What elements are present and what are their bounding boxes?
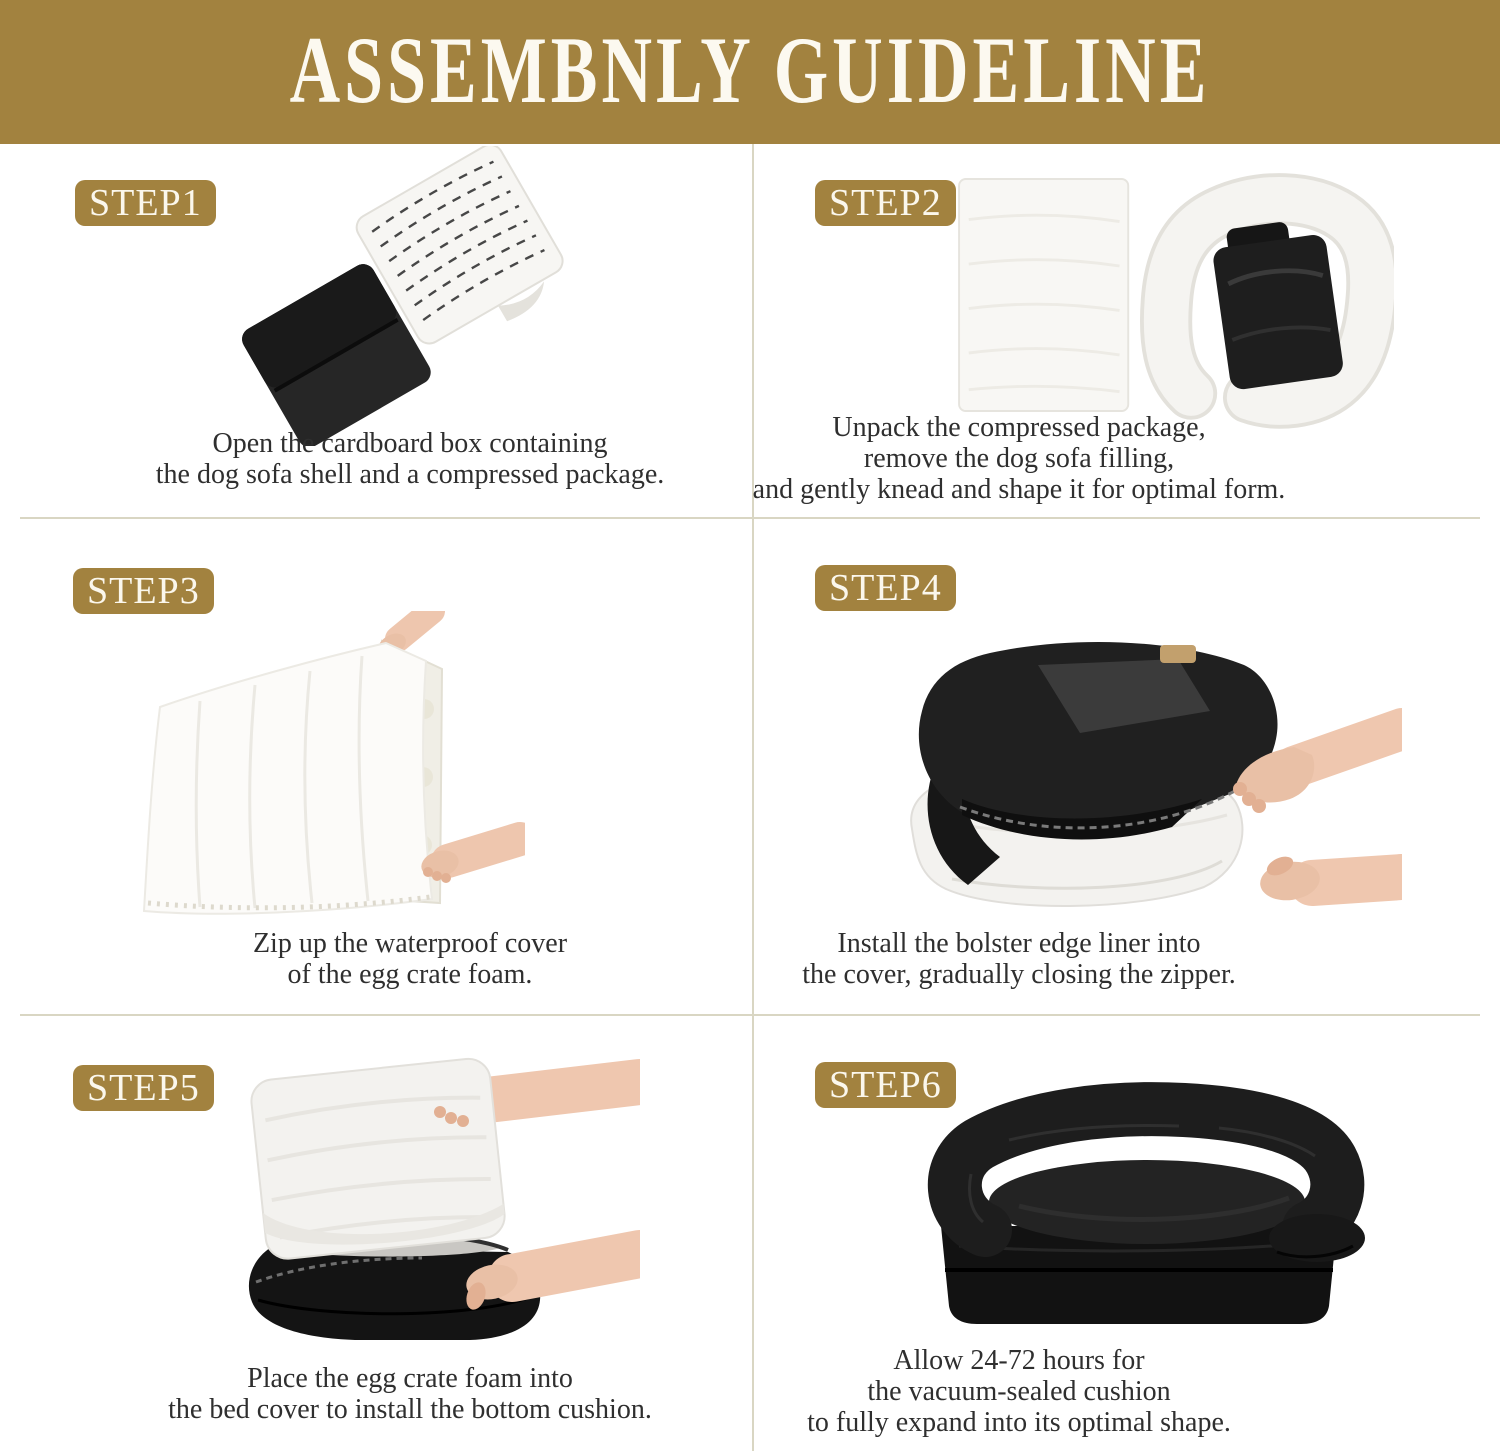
step2-caption: Unpack the compressed package, remove the dog sofa filling, and gently knead and shape it for optimal form. [752, 412, 1286, 505]
step3-cell [0, 519, 752, 1014]
step1-photo [185, 146, 645, 446]
step5-cell [0, 1016, 752, 1451]
step6-photo [879, 1054, 1399, 1344]
step2-photo [934, 150, 1394, 440]
step1-badge: STEP1 [75, 180, 216, 226]
step4-badge: STEP4 [815, 565, 956, 611]
step3-photo [135, 611, 525, 921]
step3-caption: Zip up the waterproof cover of the egg crate foam. [252, 928, 568, 990]
step4-cell [754, 519, 1500, 1014]
step6-cell [754, 1016, 1500, 1451]
step2-badge: STEP2 [815, 180, 956, 226]
page-title: ASSEMBNLY GUIDELINE [289, 18, 1211, 124]
step5-photo [140, 1038, 640, 1358]
step1-cell [0, 144, 752, 517]
step4-caption: Install the bolster edge liner into the cover, gradually closing the zipper. [802, 928, 1236, 990]
step2-cell [754, 144, 1500, 517]
step6-caption: Allow 24-72 hours for the vacuum-sealed cushion to fully expand into its optimal shape. [807, 1345, 1231, 1438]
step5-caption: Place the egg crate foam into the bed cover to install the bottom cushion. [168, 1363, 652, 1425]
step3-badge: STEP3 [73, 568, 214, 614]
step5-badge: STEP5 [73, 1065, 214, 1111]
step1-caption: Open the cardboard box containing the dog sofa shell and a compressed package. [155, 428, 665, 490]
step6-badge: STEP6 [815, 1062, 956, 1108]
step4-photo [842, 619, 1402, 949]
title-banner [0, 0, 1500, 144]
